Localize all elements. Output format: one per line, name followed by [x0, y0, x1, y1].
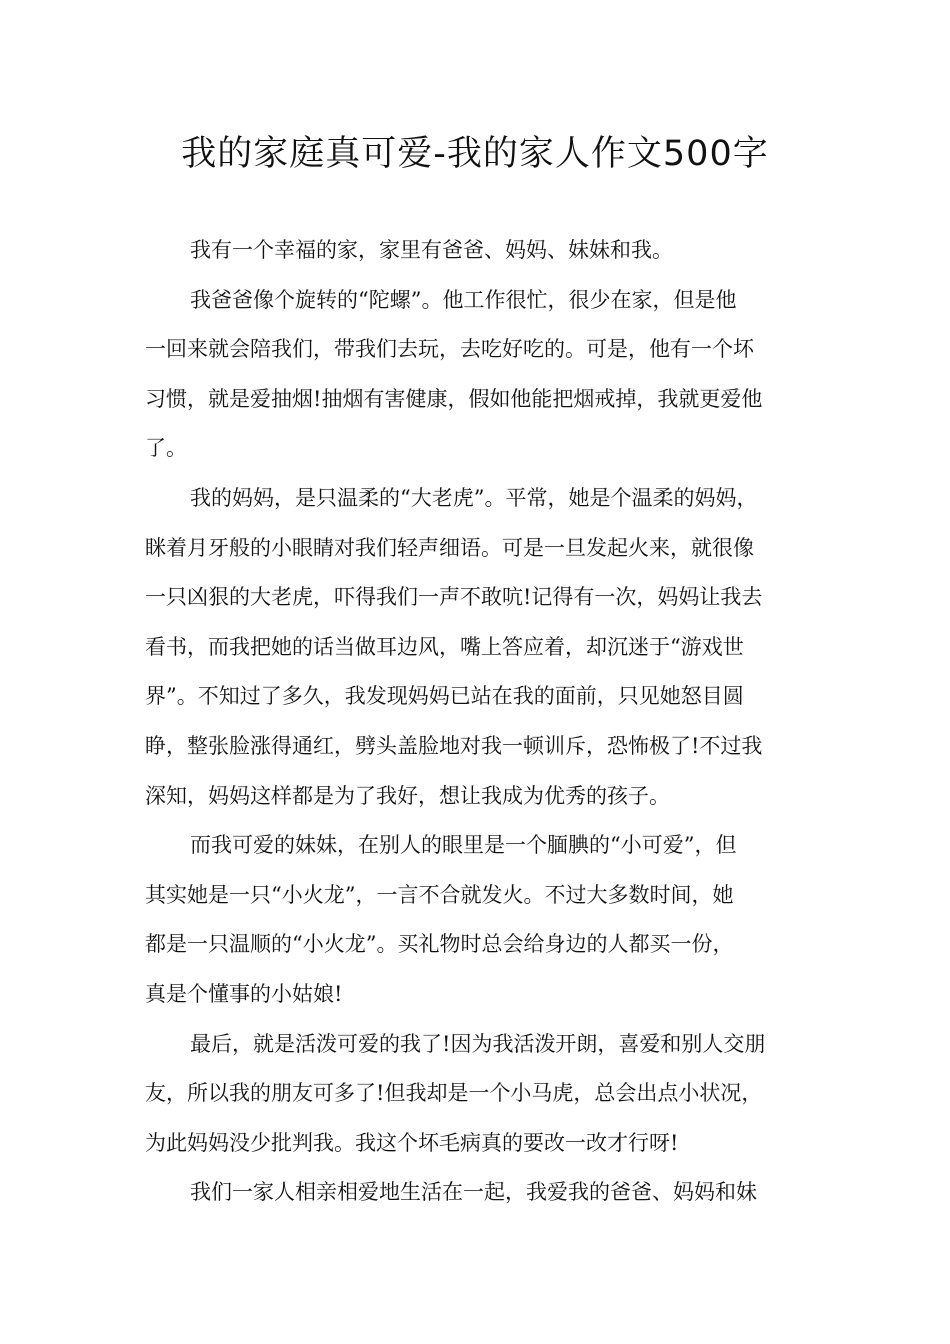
text-line: 眯着月牙般的小眼睛对我们轻声细语。可是一旦发起火来，就很像: [145, 535, 754, 560]
text-line: 我的妈妈，是只温柔的“大老虎”。平常，她是个温柔的妈妈，: [190, 485, 758, 510]
text-line: 都是一只温顺的“小火龙”。买礼物时总会给身边的人都买一份，: [145, 932, 734, 957]
text-line: 我有一个幸福的家，家里有爸爸、妈妈、妹妹和我。: [190, 238, 673, 262]
text-line: 一只凶狠的大老虎，吓得我们一声不敢吭!记得有一次，妈妈让我去: [145, 585, 763, 610]
text-line: 一回来就会陪我们，带我们去玩，去吃好吃的。可是，他有一个坏: [145, 337, 754, 362]
document-body: [145, 226, 817, 1218]
document-title: 我的家庭真可爱-我的家人作文500字: [181, 134, 769, 174]
text-line: 而我可爱的妹妹，在别人的眼里是一个腼腆的“小可爱”，但: [190, 833, 737, 858]
text-line: 最后，就是活泼可爱的我了!因为我活泼开朗，喜爱和别人交朋: [190, 1031, 766, 1056]
text-line: 真是个懂事的小姑娘!: [145, 981, 343, 1006]
text-line: 界”。不知过了多久，我发现妈妈已站在我的面前，只见她怒目圆: [145, 684, 744, 709]
text-line: 我爸爸像个旋转的“陀螺”。他工作很忙，很少在家，但是他: [190, 287, 737, 312]
text-line: 我们一家人相亲相爱地生活在一起，我爱我的爸爸、妈妈和妹: [190, 1180, 757, 1205]
text-line: 深知，妈妈这样都是为了我好，想让我成为优秀的孩子。: [145, 783, 670, 808]
text-line: 看书，而我把她的话当做耳边风，嘴上答应着，却沉迷于“游戏世: [145, 634, 744, 659]
text-line: 友，所以我的朋友可多了!但我却是一个小马虎，总会出点小状况，: [145, 1081, 763, 1106]
text-line: 睁，整张脸涨得通红，劈头盖脸地对我一顿训斥，恐怖极了!不过我: [145, 733, 763, 758]
text-line: 习惯，就是爱抽烟!抽烟有害健康，假如他能把烟戒掉，我就更爱他: [145, 386, 763, 411]
text-line: 了。: [145, 436, 187, 461]
text-line: 为此妈妈没少批判我。我这个坏毛病真的要改一改才行呀!: [145, 1130, 679, 1155]
text-line: 其实她是一只“小火龙”，一言不合就发火。不过大多数时间，她: [145, 882, 734, 907]
